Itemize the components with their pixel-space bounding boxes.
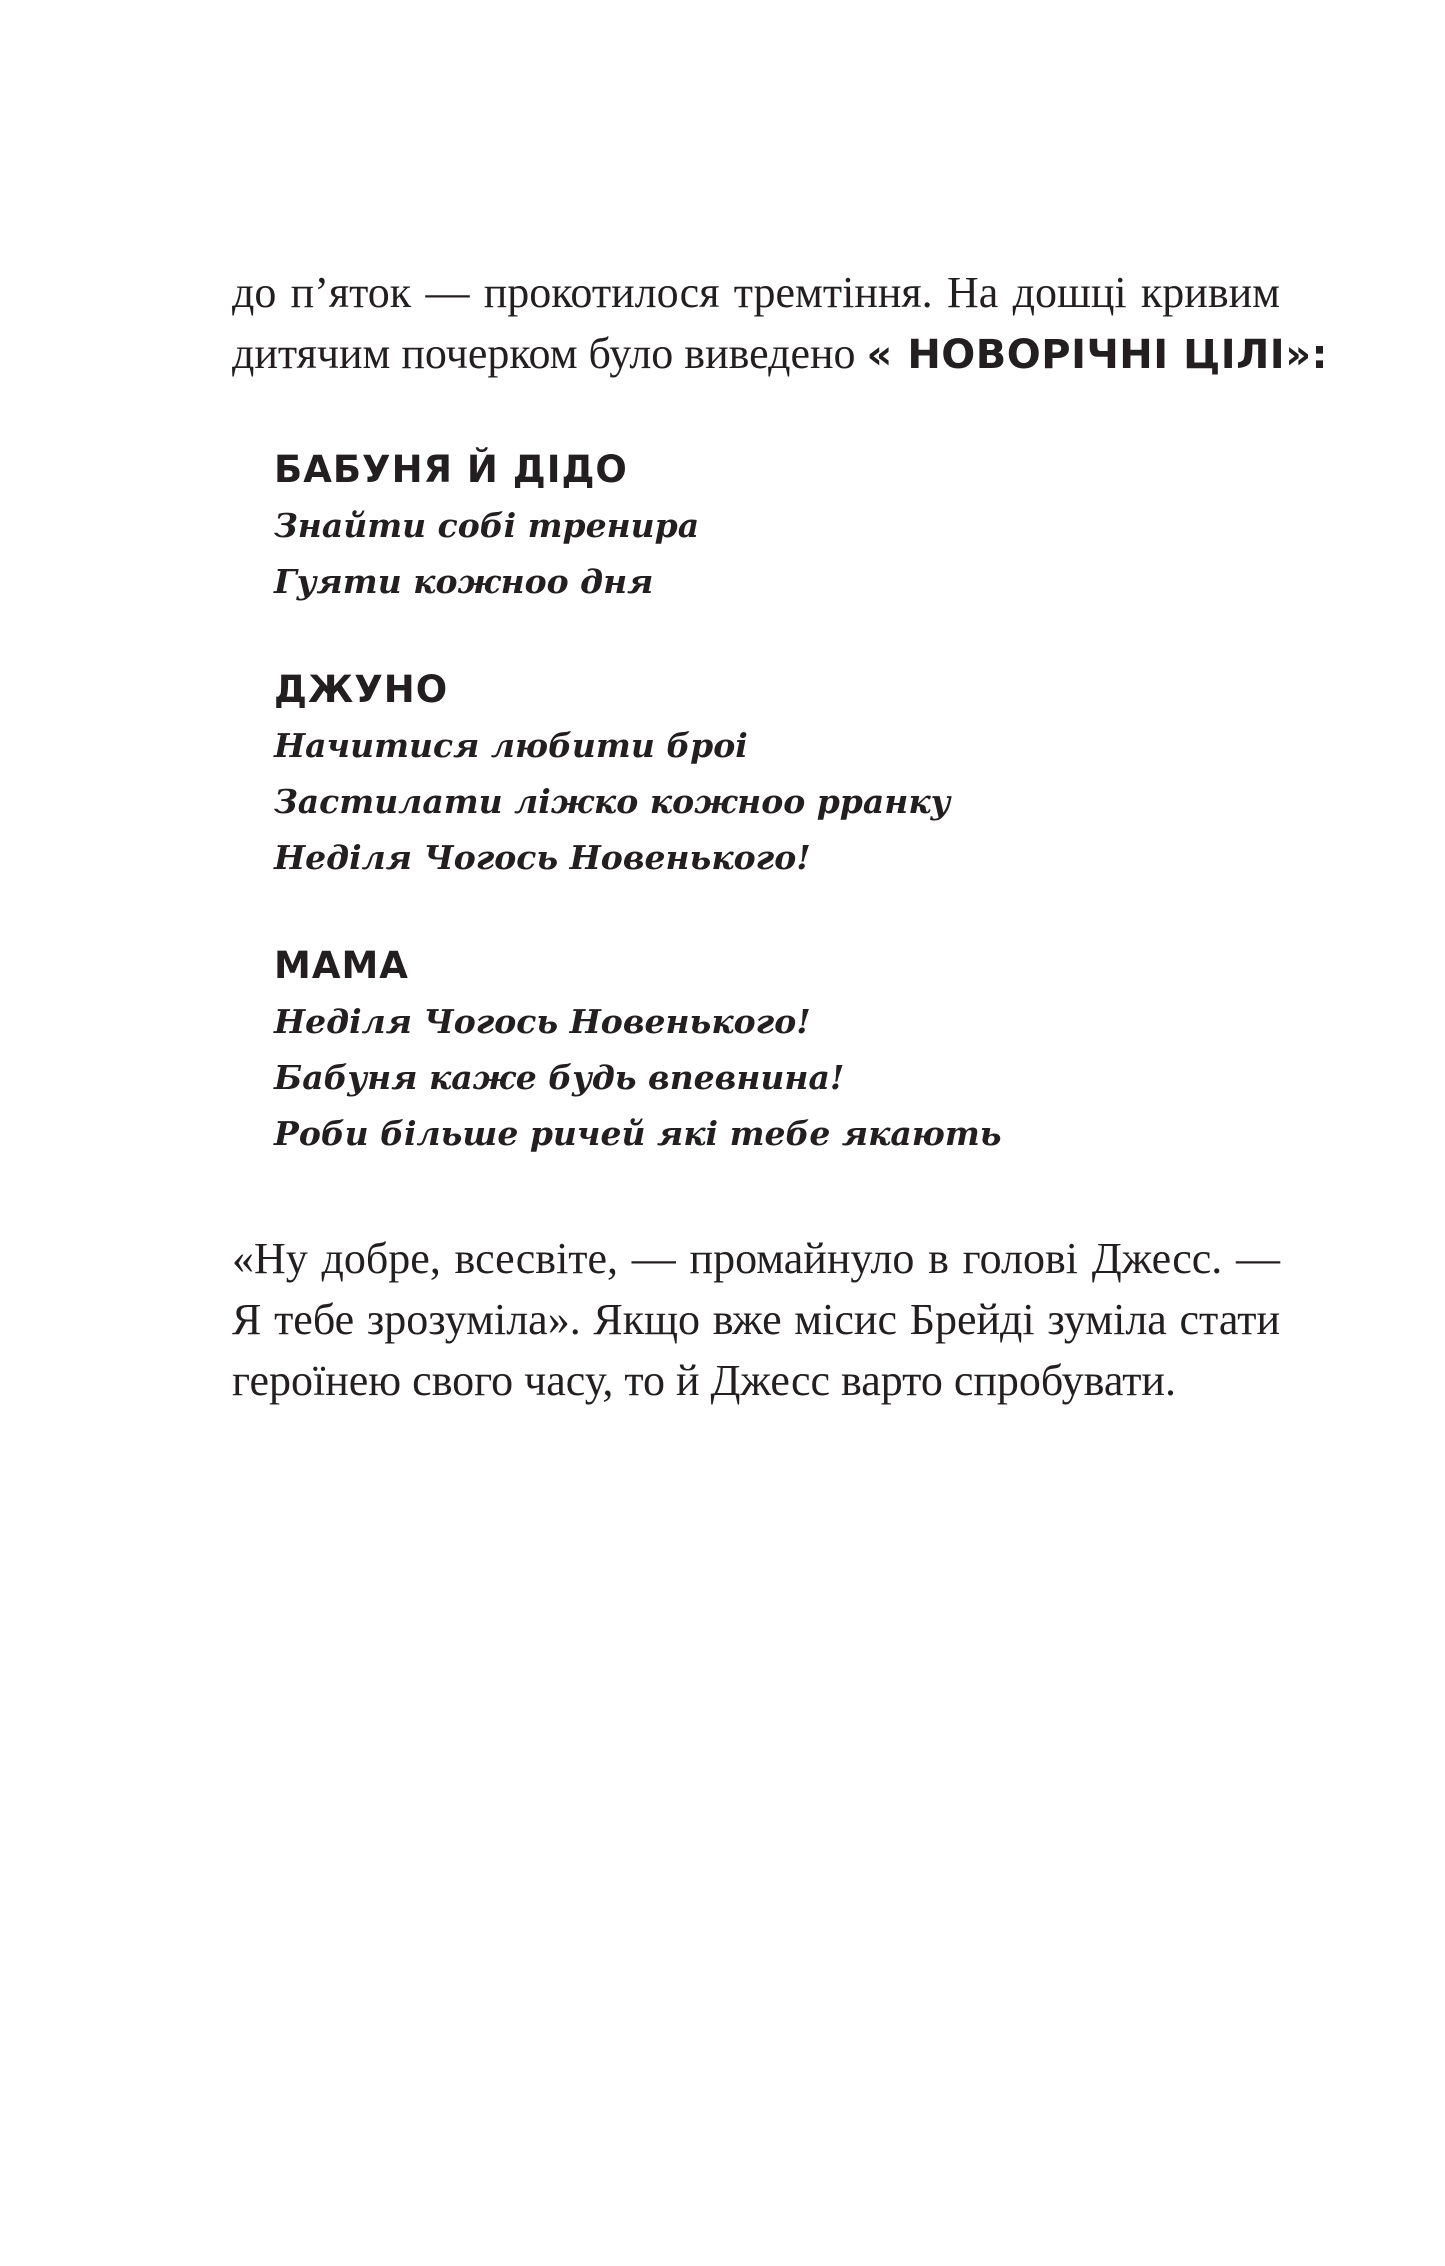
- goal-item: Роби більше ричей які тебе якають: [274, 1114, 1002, 1153]
- goal-group-heading: МАМА: [274, 944, 409, 987]
- new-year-goals-list: [274, 442, 1280, 1162]
- goal-group-heading: ДЖУНО: [274, 668, 449, 711]
- goal-item: Начитися любити броі: [274, 726, 748, 765]
- closing-line-3: героїнею свого часу, то й Джесс варто спробувати.: [232, 1356, 1176, 1405]
- goal-group-mom: [274, 938, 1280, 1162]
- intro-paragraph: [232, 262, 1329, 386]
- goal-group-grandparents: [274, 442, 1280, 610]
- goal-item: Бабуня каже будь впевнина!: [274, 1058, 845, 1097]
- goal-item: Неділя Чогось Новенького!: [274, 838, 811, 877]
- intro-line-1: до п’яток — прокотилося тремтіння. На дошці кривим: [232, 268, 1280, 317]
- intro-line-2: [232, 323, 1329, 386]
- goal-item: Знайти собі тренира: [274, 506, 700, 545]
- closing-line-1: «Ну добре, всесвіте, — промайнуло в голові Джесс. —: [232, 1234, 1280, 1283]
- book-page: [232, 262, 1329, 1411]
- goal-item: Гуяти кожноо дня: [274, 562, 654, 601]
- board-title: « НОВОРІЧНІ ЦІЛІ»:: [866, 332, 1329, 378]
- intro-line-2-text: дитячим почерком було виведено: [232, 329, 867, 378]
- closing-paragraph: [232, 1228, 1280, 1411]
- goal-item: Неділя Чогось Новенького!: [274, 1002, 811, 1041]
- goal-group-juno: [274, 662, 1280, 886]
- goal-item: Застилати ліжко кожноо рранку: [274, 782, 951, 821]
- goal-group-heading: БАБУНЯ Й ДІДО: [274, 448, 628, 491]
- closing-line-2: Я тебе зрозуміла». Якщо вже місис Брейді зуміла стати: [232, 1295, 1280, 1344]
